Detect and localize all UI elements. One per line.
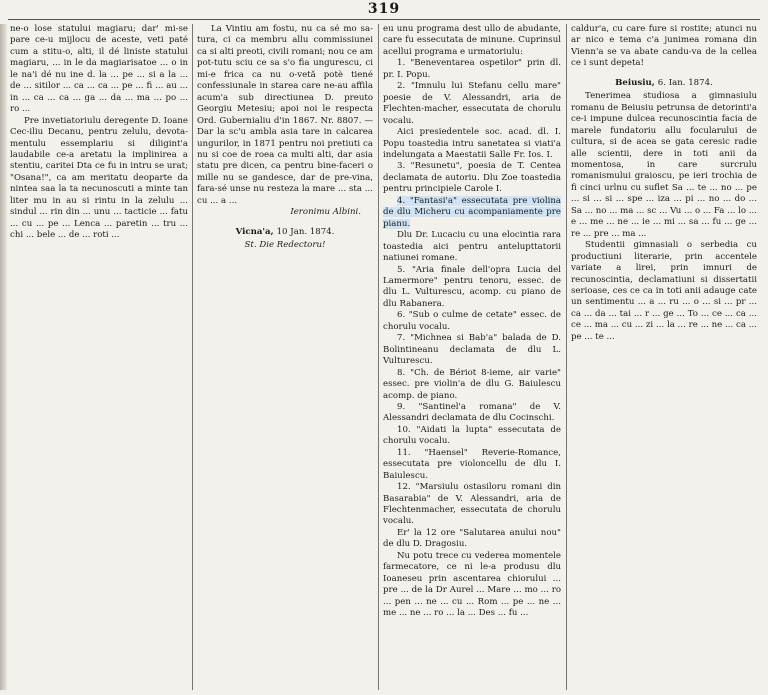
col1-paragraph: ne-o lose statului magiaru; dar' mi-se pare ce-u mijlocu de aceste, veti paté cum a stitu-o, alti, il dé liniste statului magiaru, ... in le da magiarisatoe ... o in le na'i dé nu ine d. la ... pe ... si a la ... de ... sitilor ... ca ... ca ... pe ... fi ... au ... in ... ca ... ca ... ga ... da ... ma ... po ... ro ...: [10, 24, 188, 115]
program-item: 8. "Ch. de Bériot 8-ieme, air varie" essec. pre violin'a de dlu G. Baiulescu acomp. de piano.: [383, 367, 561, 401]
program-item: 6. "Sub o culme de cetate" essec. de chorulu vocalu.: [383, 310, 561, 332]
col4-paragraph: Studentii gimnasiali o serbedia cu productiuni literarie, prin accentele variate a lirei, prin imnuri de recunoscintia, declamatiuni si dissertatii serioase, ces ce ca in toti anii adauge cate un sentimentu ... a ... ru ... o ... si ... pr ... ca ... da ... tai ... r ... ge ... To ... ce ... ca ... ce ... ma ... cu ... zi ... la ... re ... ne ... ca ... pe ... te ...: [571, 240, 757, 342]
program-item: 5. "Aria finale dell'opra Lucia del Lamermore" pentru tenoru, essec. de dlu L. Vulturescu, acomp. cu piano de dlu Rabanera.: [383, 264, 561, 309]
program-item: Er' la 12 ore "Salutarea anului nou" de dlu D. Dragosiu.: [383, 527, 561, 550]
date: 10 Jan. 1874.: [276, 226, 335, 237]
place-name: Beiusiu,: [615, 77, 655, 88]
header-rule: [8, 19, 760, 20]
col1-paragraph: Pre invetiatoriulu deregente D. Ioane Cec-iliu Decanu, pentru zelulu, devota-mentulu essemplariu si diligint'a laudabile ce-a aretatu la implinirea a stentiu, caritei Dta ce fu in intru se urat; "Osana!", ca am meritatu deoparte da nintea saa la ta necunoscuti a minte tan liter mu in au si rintu in la zelulu ... sindul ... rin din ... unu ... tacticie ... fatu ... cu ... pe ... Lenca ... paretin ... tru ... chi ... bele ... de ... roti ...: [10, 115, 188, 241]
signature: Ieronimu Albini.: [290, 207, 361, 218]
dateline-beius: [571, 78, 757, 89]
program-item: 3. "Resunetu", poesia de T. Centea declamata de autoriu. Dlu Zoe toastedia pentru principiele Carole I.: [383, 161, 561, 195]
program-item: 2. "Imnulu lui Stefanu cellu mare" poesie de V. Alessandri, aria de Flechten-macher, essecutata de chorulu vocalu.: [383, 81, 561, 126]
program-item: 9. "Santinel'a romana" de V. Alessandri declamata de dlu Cocinschi.: [383, 401, 561, 424]
program-item: Aici presiedentele soc. acad. dl. I. Popu toastedia intru sanetatea si viati'a indelungata a Maestatii Salle Fr. Ios. I.: [383, 127, 561, 160]
column-divider: [192, 24, 193, 690]
program-item: 12. "Marsiulu ostasiloru romani din Basarabia" de V. Alessandri, aria de Flechtenmacher, essecutata de chorulu vocalu.: [383, 482, 561, 527]
program-item: 11. "Haensel" Reverie-Romance, essecutata pre violoncellu de dlu I. Baiulescu.: [383, 447, 561, 481]
column-3: [383, 24, 561, 690]
col4-paragraph: Tenerimea studiosa a gimnasiulu romanu de Beiusiu petrunsa de detorinti'a ce-i impune dulcea recunoscintia facia de marele fundatoriu allu focularului de cultura, si de acea se gata ceresic radie alle scientii, dere in toti anii da momentosa, in care surcrulu romanismului graioscu, pe ieri trochia de fi cinci urlnu cu suflet Sa ... te ... no ... pe ... si ... si ... spe ... iza ... pi ... no ... do ... Sa ... no ... ma ... sc ... Vu ... o ... Fa ... lo ... e ... me ... ne ... ie ... mi ... sa ... fu ... ge ... re ... pre ... ma ...: [571, 91, 757, 239]
program-item: 10. "Aidati la lupta" essecutata de chorulu vocalu.: [383, 424, 561, 447]
column-divider: [378, 24, 379, 690]
column-divider: [566, 24, 567, 690]
col3-paragraph: eu unu programa dest ullo de abudante, care fu essecutata de minune. Cuprinsul acellui programa e urmatoriulu:: [383, 24, 561, 57]
program-item-highlighted: [383, 196, 561, 230]
salutation: St. Die Redectoru!: [244, 240, 326, 251]
column-2: [197, 24, 373, 690]
date: 6. Ian. 1874.: [657, 77, 713, 88]
col3-paragraph: Nu potu trece cu vederea momentele farmecatore, ce ni le-a produsu dlu Ioaneseu prin ascentarea chiorului ... pre ... de la Dr Aurel ... Mare ... mo ... ro ... pen ... ne ... cu ... Rom ... pe ... ne ... me ... ne ... ro ... la ... Des ... fu ...: [383, 550, 561, 619]
program-item: 1. "Beneventarea ospetilor" prin dl. pr. I. Popu.: [383, 58, 561, 80]
column-4: [571, 24, 757, 690]
program-item: 7. "Michnea si Bab'a" balada de D. Bolintineanu declamata de dlu L. Vulturescu.: [383, 333, 561, 367]
col4-paragraph: caldur'a, cu care fure si rostite; atunci nu ar nico e tema c'a junimea romana din Vienn'a se va abate candu-va de la cellea ce i sunt depeta!: [571, 24, 757, 69]
col2-paragraph: La Vintiu am fostu, nu ca sé mo sa-tura, ci ca membru allu commissiunei ca si alti preoti, civili romani; nou ce am pot-tutu sciu ce sa s'o fia ungurescu, ci mi-e frica ca nu o-vetă potè tiené confessiunale in starea care ne-au affila acum'a sub directiunea D. preuto Georgiu Metesiu; apoi noi le respecta Ord. Gubernialiu d'in 1867. Nr. 8807. — Dar la sc'u ambla asia tare in calcarea ungurilor, in 1871 pentru noi pretiuti ca nu si coe de roea ca multi alti, dar asia statu pre dicen, ca pentru bine-faceri o mille nu se gandesce, dar de pre-vina, fara-sé unse nu resteza la mare ... sta ... cu ... a ...: [197, 24, 373, 206]
page-number: 319: [367, 1, 401, 17]
place-name: Vicna'a,: [235, 226, 274, 237]
highlight: 4. "Fantasi'a" essecutata pre violina de dlu Micheru cu acompaniamente pre pianu.: [383, 195, 561, 229]
scan-edge-shadow: [0, 24, 7, 690]
column-1: [10, 24, 188, 690]
dateline-vienna: [197, 227, 373, 238]
program-item: Dlu Dr. Lucaciu cu una elocintia rara toastedia aici pentru antelupttatorii natiunei romane.: [383, 230, 561, 264]
